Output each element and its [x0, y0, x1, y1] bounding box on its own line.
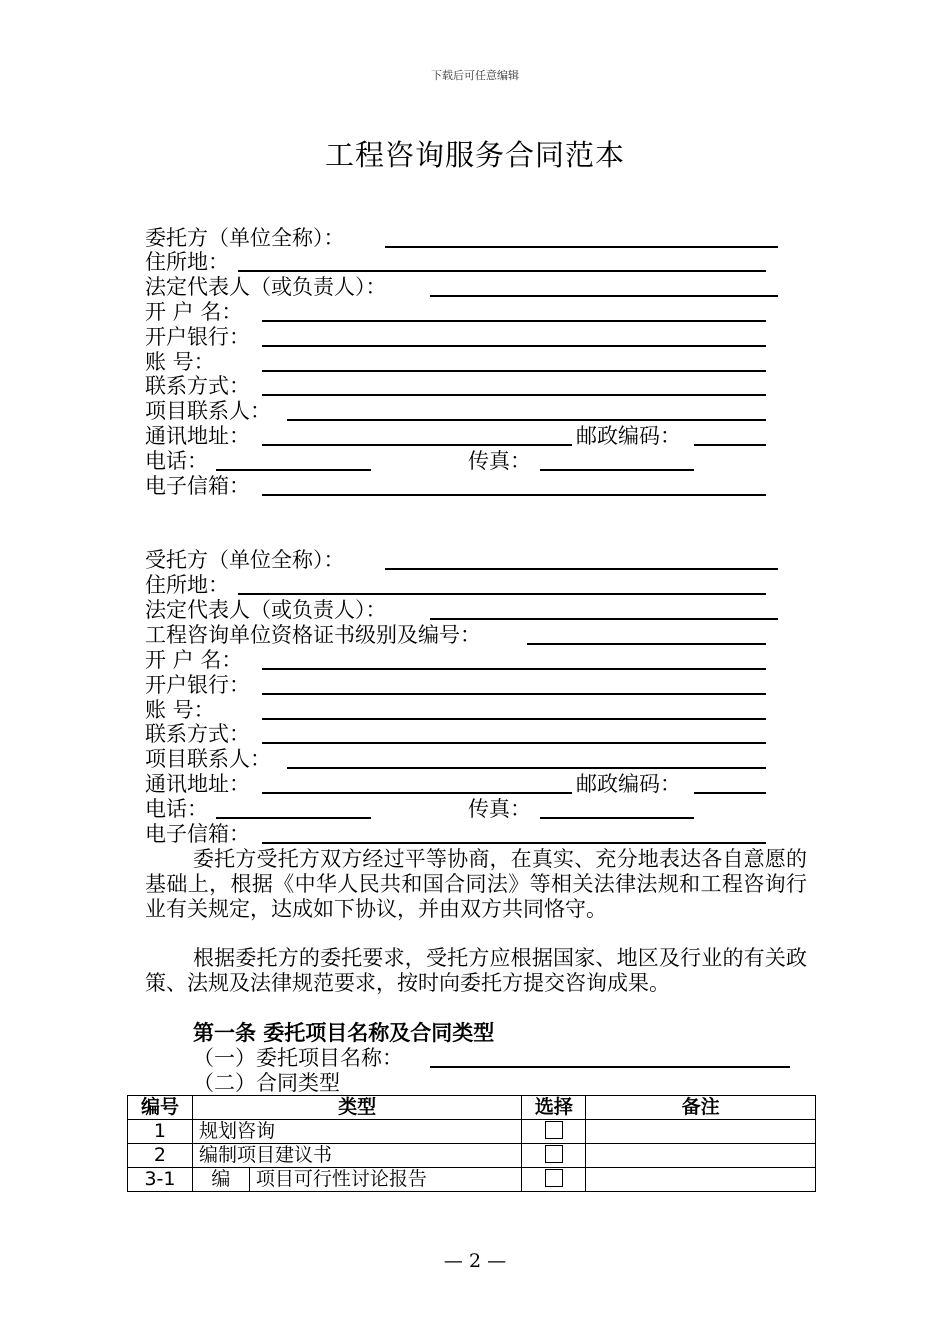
- consultant-name-blank[interactable]: [385, 568, 778, 570]
- consultant-account-no-blank[interactable]: [262, 718, 766, 720]
- row-no: 2: [128, 1144, 193, 1168]
- project-name-blank[interactable]: [430, 1066, 790, 1068]
- client-phone-blank[interactable]: [216, 469, 371, 471]
- consultant-mail-address-blank[interactable]: [262, 792, 572, 794]
- consultant-address-blank[interactable]: [238, 593, 766, 595]
- consultant-email-blank[interactable]: [262, 842, 766, 844]
- row-select-cell: [522, 1120, 586, 1144]
- row-remark[interactable]: [586, 1120, 816, 1144]
- consultant-cert-blank[interactable]: [527, 643, 766, 645]
- client-account-name-blank[interactable]: [262, 320, 766, 322]
- client-legal-rep-label: 法定代表人（或负责人）：: [145, 275, 387, 299]
- page-number: — 2 —: [443, 1250, 507, 1272]
- header-select: 选择: [522, 1096, 586, 1120]
- checkbox[interactable]: [545, 1121, 563, 1139]
- client-contact-blank[interactable]: [262, 394, 766, 396]
- client-name-label: 委托方（单位全称）：: [145, 226, 345, 250]
- client-mail-address-label: 通讯地址：: [145, 424, 250, 448]
- client-email-blank[interactable]: [262, 494, 766, 496]
- consultant-phone-label: 电话：: [145, 797, 208, 821]
- row-select-cell: [522, 1144, 586, 1168]
- contract-type-table: [127, 1095, 816, 1192]
- header-type: 类型: [192, 1096, 521, 1120]
- consultant-email-label: 电子信箱：: [145, 822, 250, 846]
- header-note: 下载后可任意编辑: [431, 69, 519, 82]
- client-postcode-blank[interactable]: [694, 444, 766, 446]
- client-bank-blank[interactable]: [262, 345, 766, 347]
- consultant-fax-blank[interactable]: [540, 817, 694, 819]
- client-legal-rep-blank[interactable]: [430, 295, 778, 297]
- consultant-postcode-label: 邮政编码：: [576, 772, 681, 796]
- contract-type-label: （二）合同类型: [193, 1071, 340, 1095]
- header-no: 编号: [128, 1096, 193, 1120]
- consultant-cert-label: 工程咨询单位资格证书级别及编号：: [145, 623, 481, 647]
- table-row: [128, 1120, 816, 1144]
- client-postcode-label: 邮政编码：: [576, 424, 681, 448]
- table-row: [128, 1144, 816, 1168]
- consultant-address-label: 住所地：: [145, 573, 229, 597]
- client-fax-label: 传真：: [468, 449, 531, 473]
- consultant-account-name-blank[interactable]: [262, 668, 766, 670]
- page-title: 工程咨询服务合同范本: [324, 138, 625, 172]
- consultant-legal-rep-label: 法定代表人（或负责人）：: [145, 598, 387, 622]
- checkbox[interactable]: [545, 1169, 563, 1187]
- client-address-blank[interactable]: [238, 270, 766, 272]
- client-fax-blank[interactable]: [540, 469, 694, 471]
- consultant-mail-address-label: 通讯地址：: [145, 772, 250, 796]
- row-select-cell: [522, 1168, 586, 1192]
- row-remark[interactable]: [586, 1144, 816, 1168]
- client-name-blank[interactable]: [385, 246, 778, 248]
- client-phone-label: 电话：: [145, 449, 208, 473]
- client-address-label: 住所地：: [145, 250, 229, 274]
- client-project-contact-blank[interactable]: [287, 419, 766, 421]
- consultant-name-label: 受托方（单位全称）：: [145, 548, 345, 572]
- requirement-paragraph: 根据委托方的委托要求，受托方应根据国家、地区及行业的有关政策、法规及法律规范要求，按时向委托方提交咨询成果。: [145, 946, 807, 995]
- consultant-legal-rep-blank[interactable]: [430, 618, 778, 620]
- client-mail-address-blank[interactable]: [262, 444, 572, 446]
- consultant-project-contact-blank[interactable]: [287, 767, 766, 769]
- consultant-bank-label: 开户银行：: [145, 673, 250, 697]
- consultant-phone-blank[interactable]: [216, 817, 371, 819]
- consultant-contact-blank[interactable]: [262, 742, 766, 744]
- consultant-account-no-label: 账 号：: [145, 698, 215, 722]
- consultant-postcode-blank[interactable]: [694, 792, 766, 794]
- consultant-account-name-label: 开 户 名：: [145, 648, 243, 672]
- agreement-paragraph: 委托方受托方双方经过平等协商，在真实、充分地表达各自意愿的基础上，根据《中华人民共和国合同法》等相关法律法规和工程咨询行业有关规定，达成如下协议，并由双方共同恪守。: [145, 847, 807, 921]
- client-account-no-label: 账 号：: [145, 350, 215, 374]
- consultant-contact-label: 联系方式：: [145, 722, 250, 746]
- table-header-row: [128, 1096, 816, 1120]
- article1-heading: 第一条 委托项目名称及合同类型: [193, 1021, 495, 1045]
- row-type: 规划咨询: [192, 1120, 521, 1144]
- row-remark[interactable]: [586, 1168, 816, 1192]
- client-project-contact-label: 项目联系人：: [145, 399, 271, 423]
- row-type: 项目可行性讨论报告: [249, 1168, 522, 1192]
- client-bank-label: 开户银行：: [145, 325, 250, 349]
- row-type: 编制项目建议书: [192, 1144, 521, 1168]
- row-subtype: 编: [192, 1168, 249, 1192]
- row-no: 3-1: [128, 1168, 193, 1192]
- consultant-fax-label: 传真：: [468, 797, 531, 821]
- client-account-no-blank[interactable]: [262, 370, 766, 372]
- client-email-label: 电子信箱：: [145, 474, 250, 498]
- table-row: [128, 1168, 816, 1192]
- checkbox[interactable]: [545, 1145, 563, 1163]
- project-name-label: （一）委托项目名称：: [193, 1046, 403, 1070]
- consultant-project-contact-label: 项目联系人：: [145, 747, 271, 771]
- client-contact-label: 联系方式：: [145, 374, 250, 398]
- row-no: 1: [128, 1120, 193, 1144]
- consultant-bank-blank[interactable]: [262, 693, 766, 695]
- client-account-name-label: 开 户 名：: [145, 300, 243, 324]
- header-remark: 备注: [586, 1096, 816, 1120]
